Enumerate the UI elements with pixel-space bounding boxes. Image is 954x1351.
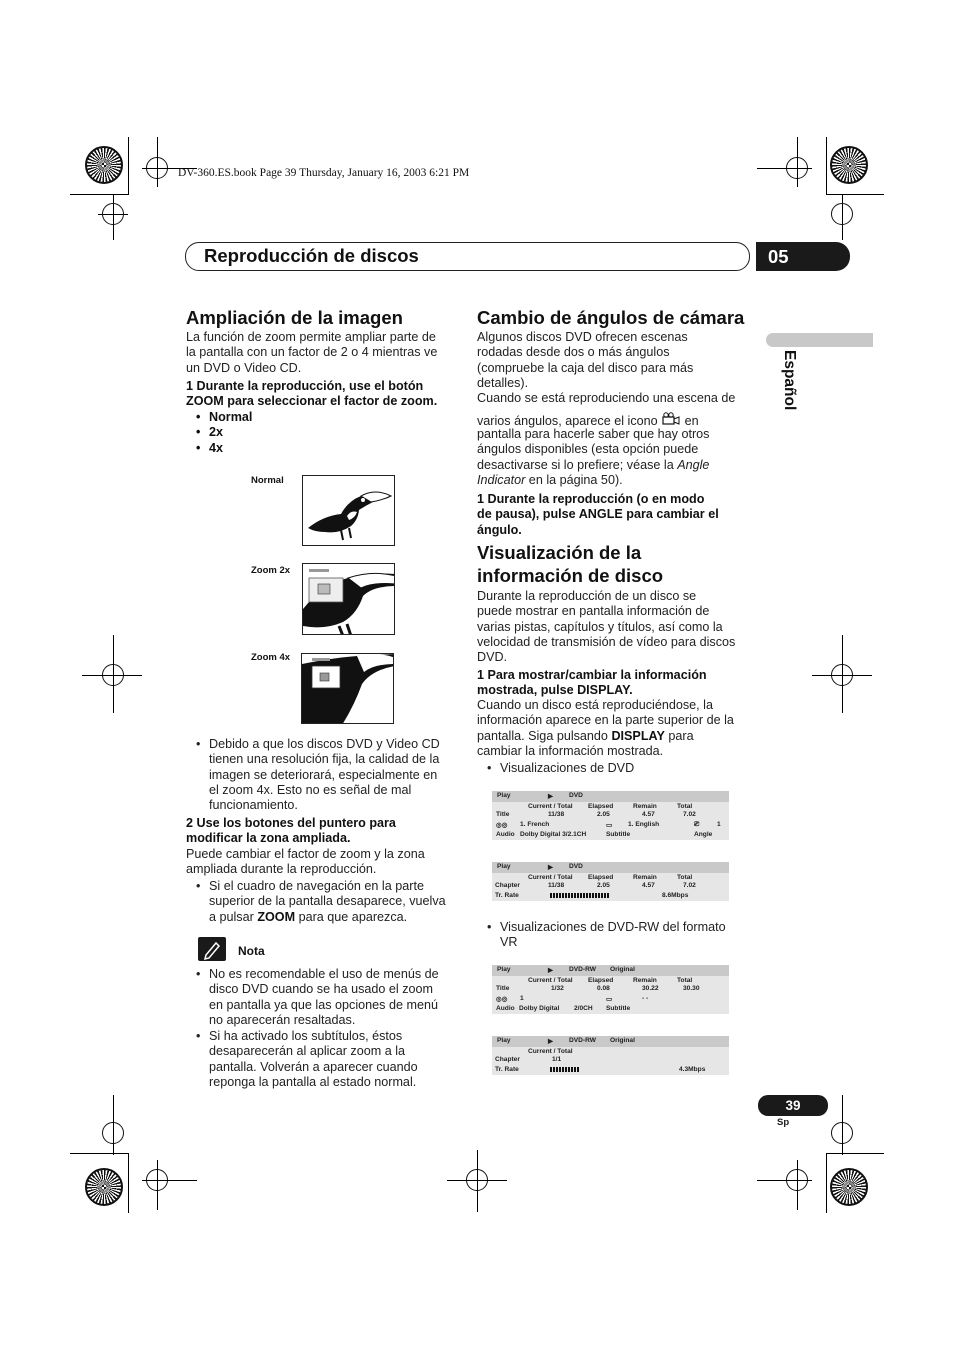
audio-icon: ◎◎ — [496, 996, 508, 1003]
note-item-1: • No es recomendable el uso de menús de disco DVD cuando se ha usado el zoom en pantalla ya que las opciones de menú no aparecerán resaltadas. — [209, 967, 439, 1028]
zoom-label-2x: Zoom 2x — [251, 565, 291, 576]
info-step-1: 1 Para mostrar/cambiar la información mostrada, pulse DISPLAY. — [477, 668, 707, 698]
zoom-label-4x: Zoom 4x — [251, 652, 291, 663]
book-header: DV-360.ES.book Page 39 Thursday, January 16, 2003 6:21 PM — [178, 167, 470, 179]
toucan-image-4x — [301, 653, 394, 724]
zoom-options — [209, 410, 252, 456]
language-tab — [766, 333, 873, 347]
osd-dvd-title: Play ▶ DVD Current / Total Elapsed Remain Total Title 11/38 2.05 4.57 7.02 ◎◎ 1. French ▭ 1. English ⎚ 1 Audio Dolby Digital 3/2.1CH Subtitle Angle — [492, 791, 729, 840]
osd-dvd-chapter: Play ▶ DVD Current / Total Elapsed Remain Total Chapter 11/38 2.05 4.57 7.02 Tr. Rate 8.6Mbps — [492, 862, 729, 901]
angle-step-1: 1 Durante la reproducción (o en modo de pausa), pulse ANGLE para cambiar el ángulo. — [477, 492, 719, 537]
page-language: Sp — [777, 1117, 790, 1128]
bullet-dvd: • Visualizaciones de DVD — [500, 761, 634, 776]
note-title: Nota — [238, 944, 265, 958]
language-label: Español — [781, 350, 798, 411]
audio-icon: ◎◎ — [496, 822, 508, 829]
heading-zoom: Ampliación de la imagen — [186, 307, 403, 328]
heading-info: Visualización de la información de disco — [477, 542, 664, 586]
angle-text-2: pantalla para hacerle saber que hay otros ángulos disponibles (esta opción puede desactivarse si lo prefiere; véase la Angle Indicator en la página 50). — [477, 427, 710, 487]
page-number: 39 — [758, 1095, 828, 1116]
toucan-image-2x — [302, 563, 395, 635]
chapter-title: Reproducción de discos — [204, 245, 419, 266]
heading-angle: Cambio de ángulos de cámara — [477, 307, 745, 328]
subtitle-icon: ▭ — [606, 822, 613, 829]
note-item-2: • Si ha activado los subtítulos, éstos desaparecerán al aplicar zoom a la pantalla. Volverán a aparecer cuando reponga la pantalla al estado normal. — [209, 1029, 418, 1090]
angle-icon: ⎚ — [694, 821, 700, 828]
zoom-step-2: 2 Use los botones del puntero para modificar la zona ampliada. — [186, 816, 396, 846]
camera-angle-icon — [661, 412, 681, 424]
angle-icon-line: varios ángulos, aparece el icono en — [477, 414, 699, 428]
zoom-label-normal: Normal — [251, 475, 284, 486]
zoom-intro: La función de zoom permite ampliar parte de la pantalla con un factor de 2 o 4 mientras ve un DVD o Video CD. — [186, 330, 438, 375]
chapter-bar — [185, 242, 750, 271]
crosshair-icon — [831, 203, 853, 225]
zoom-step-1: 1 Durante la reproducción, use el botón ZOOM para seleccionar el factor de zoom. — [186, 379, 438, 409]
note-pencil-icon — [198, 937, 226, 961]
option-normal: • Normal — [209, 410, 252, 425]
rosette-mark — [85, 146, 123, 184]
bitrate-bar — [550, 893, 610, 898]
zoom-step-2-text: Puede cambiar el factor de zoom y la zona ampliada durante la reproducción. — [186, 847, 425, 877]
bitrate-bar — [550, 1067, 580, 1072]
rosette-mark — [85, 1168, 123, 1206]
angle-text: Algunos discos DVD ofrecen escenas rodadas desde dos o más ángulos (compruebe la caja del disco para más detalles). Cuando se está reproduciendo una escena de — [477, 330, 736, 406]
bullet-resolution: • Debido a que los discos DVD y Video CD tienen una resolución fija, la calidad de la imagen se deteriorará, especialmente en el zoom 4x. Esto no es señal de mal funcionamiento. — [209, 737, 440, 813]
bullet-vr: • Visualizaciones de DVD-RW del formato VR — [500, 920, 726, 951]
rosette-mark — [830, 1168, 868, 1206]
rosette-mark — [830, 146, 868, 184]
chapter-number: 05 — [756, 242, 850, 271]
option-2x: • 2x — [209, 425, 252, 440]
subtitle-icon: ▭ — [606, 996, 613, 1003]
osd-dvdrw-chapter: Play ▶ DVD-RW Original Current / Total Chapter 1/1 Tr. Rate 4.3Mbps — [492, 1036, 729, 1075]
bullet-navigation: • Si el cuadro de navegación en la parte superior de la pantalla desaparece, vuelva a pulsar ZOOM para que aparezca. — [209, 879, 446, 925]
osd-dvdrw-title: Play ▶ DVD-RW Original Current / Total Elapsed Remain Total Title 1/32 0.08 30.22 30.30 ◎◎ 1 ▭ - - Audio Dolby Digital 2/0CH Subtitle — [492, 965, 729, 1014]
option-4x: • 4x — [209, 441, 252, 456]
info-text-2: Cuando un disco está reproduciéndose, la información aparece en la parte superior de la pantalla. Siga pulsando DISPLAY para cambiar la información mostrada. — [477, 698, 734, 758]
toucan-image-normal — [302, 475, 395, 546]
crosshair-icon — [102, 203, 124, 225]
info-text: Durante la reproducción de un disco se puede mostrar en pantalla información de varias pistas, capítulos y títulos, así como la velocidad de transmisión de vídeo para discos DVD. — [477, 589, 736, 665]
